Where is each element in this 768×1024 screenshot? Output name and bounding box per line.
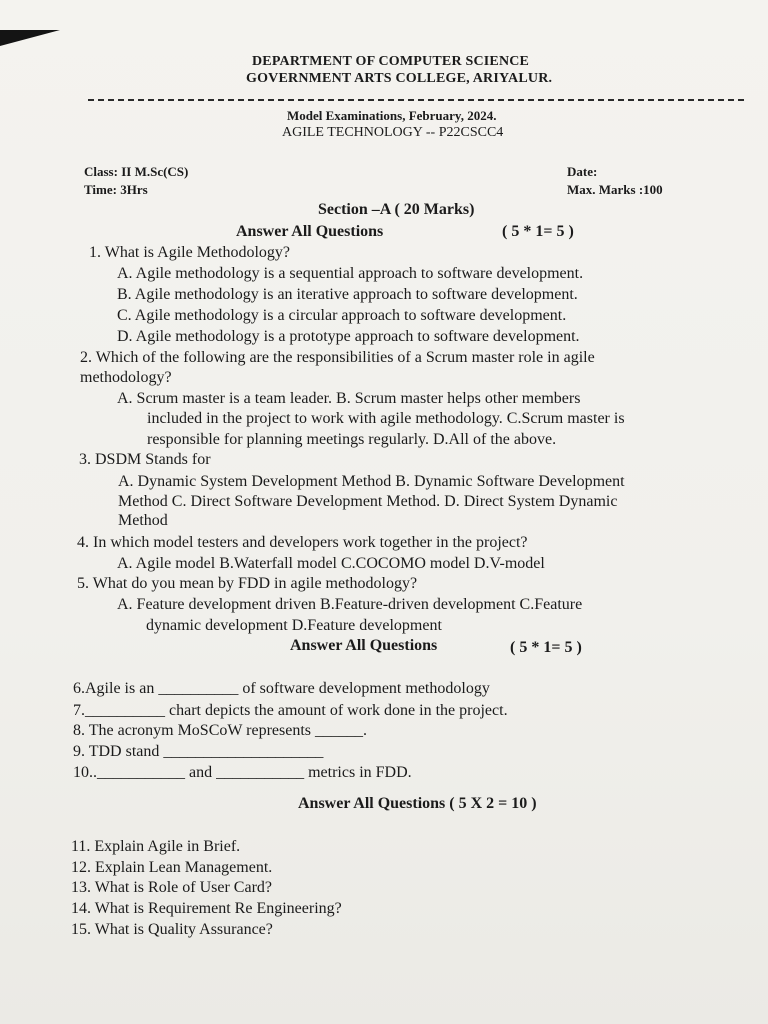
option-line: C. Agile methodology is a circular approach to software development. <box>117 307 567 324</box>
option-line: A. Scrum master is a team leader. B. Scrum master helps other members <box>117 390 581 407</box>
department-heading: DEPARTMENT OF COMPUTER SCIENCE <box>252 54 530 69</box>
option-line: responsible for planning meetings regularly. D.All of the above. <box>147 431 557 448</box>
question-14: 14. What is Requirement Re Engineering? <box>71 900 342 917</box>
option-line: Method <box>118 512 168 529</box>
option-line: A. Agile model B.Waterfall model C.COCOMO model D.V-model <box>117 555 545 572</box>
class-label: Class: II M.Sc(CS) <box>84 164 189 179</box>
question-6: 6.Agile is an __________ of software development methodology <box>73 680 490 697</box>
subject-title: AGILE TECHNOLOGY -- P22CSCC4 <box>282 125 504 140</box>
college-heading: GOVERNMENT ARTS COLLEGE, ARIYALUR. <box>246 71 553 86</box>
question-4: 4. In which model testers and developers work together in the project? <box>77 534 528 551</box>
fill-blanks-instruction: Answer All Questions <box>290 637 438 654</box>
question-2: 2. Which of the following are the responsibilities of a Scrum master role in agile <box>80 349 595 366</box>
option-line: D. Agile methodology is a prototype approach to software development. <box>117 328 580 345</box>
question-15: 15. What is Quality Assurance? <box>71 921 273 938</box>
question-9: 9. TDD stand ____________________ <box>73 743 324 760</box>
date-label: Date: <box>567 164 598 179</box>
exam-title: Model Examinations, February, 2024. <box>287 108 497 123</box>
time-label: Time: 3Hrs <box>84 182 148 197</box>
question-10: 10..___________ and ___________ metrics in FDD. <box>73 764 412 781</box>
short-answers-instruction: Answer All Questions ( 5 X 2 = 10 ) <box>298 795 537 812</box>
page-corner-shadow <box>0 30 60 46</box>
question-5: 5. What do you mean by FDD in agile methodology? <box>77 575 418 592</box>
option-line: B. Agile methodology is an iterative approach to software development. <box>117 286 578 303</box>
question-7: 7.__________ chart depicts the amount of work done in the project. <box>73 702 508 719</box>
section-a-marks: ( 5 * 1= 5 ) <box>502 223 574 240</box>
question-13: 13. What is Role of User Card? <box>71 879 272 896</box>
question-3: 3. DSDM Stands for <box>79 451 211 468</box>
question-1: 1. What is Agile Methodology? <box>89 244 291 261</box>
option-line: A. Agile methodology is a sequential approach to software development. <box>117 265 584 282</box>
question-12: 12. Explain Lean Management. <box>71 859 273 876</box>
option-line: included in the project to work with agile methodology. C.Scrum master is <box>147 410 625 427</box>
question-8: 8. The acronym MoSCoW represents ______. <box>73 722 368 739</box>
option-line: dynamic development D.Feature development <box>146 617 442 634</box>
question-11: 11. Explain Agile in Brief. <box>71 838 241 855</box>
option-line: Method C. Direct Software Development Method. D. Direct System Dynamic <box>118 493 618 510</box>
section-a-title: Section –A ( 20 Marks) <box>318 201 475 218</box>
option-line: A. Dynamic System Development Method B. Dynamic Software Development <box>118 473 625 490</box>
header-divider <box>88 99 744 101</box>
question-2-continued: methodology? <box>80 369 172 386</box>
max-marks-label: Max. Marks :100 <box>567 182 663 197</box>
fill-blanks-marks: ( 5 * 1= 5 ) <box>510 639 582 656</box>
option-line: A. Feature development driven B.Feature-driven development C.Feature <box>117 596 583 613</box>
section-a-instruction: Answer All Questions <box>236 223 384 240</box>
